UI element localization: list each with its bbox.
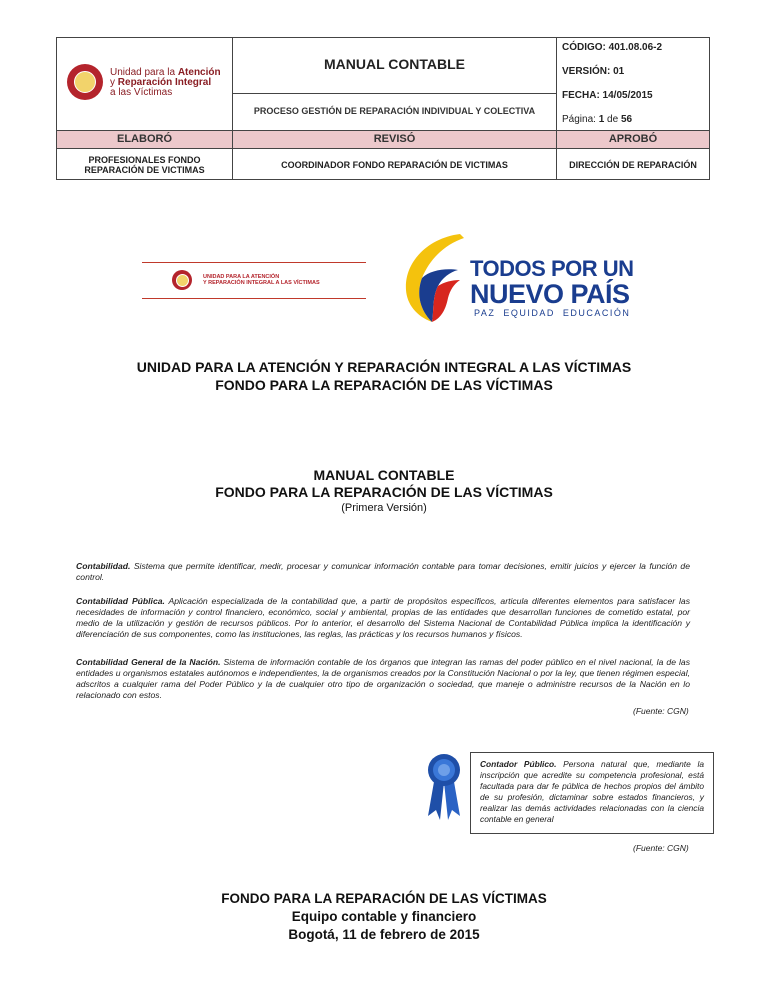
document-title: MANUAL CONTABLE xyxy=(323,56,466,72)
slogan-subtitle: PAZ EQUIDAD EDUCACIÓN xyxy=(474,308,631,318)
logo-text-1: Unidad para la xyxy=(110,67,178,78)
definition-term: Contabilidad. xyxy=(76,561,131,571)
footer-entity: FONDO PARA LA REPARACIÓN DE LAS VÍCTIMAS xyxy=(221,891,547,906)
aprobo-value: DIRECCIÓN DE REPARACIÓN xyxy=(569,159,697,170)
contador-publico-box xyxy=(470,752,714,834)
logo-text-5: a las Víctimas xyxy=(110,87,173,98)
manual-title: MANUAL CONTABLE xyxy=(313,467,455,483)
elaboro-label: ELABORÓ xyxy=(117,133,172,145)
unidad-logo xyxy=(67,64,227,104)
reviso-label: REVISÓ xyxy=(373,133,416,145)
elaboro-value: PROFESIONALES FONDO REPARACIÓN DE VICTIMAS xyxy=(84,154,205,175)
entity-title-2: FONDO PARA LA REPARACIÓN DE LAS VÍCTIMAS xyxy=(215,377,553,393)
definition-contabilidad-general xyxy=(76,657,690,701)
unidad-small-logo xyxy=(142,262,368,300)
source-note-2: (Fuente: CGN) xyxy=(633,843,689,853)
process-name: PROCESO GESTIÓN DE REPARACIÓN INDIVIDUAL Y COLECTIVA xyxy=(253,106,536,116)
document-version: VERSIÓN: 01 xyxy=(562,66,625,77)
slogan-line-2: NUEVO PAÍS xyxy=(470,279,630,309)
total-pages: 56 xyxy=(620,114,633,125)
source-note-1: (Fuente: CGN) xyxy=(633,706,689,716)
definition-contabilidad-publica xyxy=(76,596,690,640)
definition-term: Contabilidad Pública. xyxy=(76,596,165,606)
document-header-table xyxy=(56,37,710,180)
todos-por-un-nuevo-pais-swoosh-icon xyxy=(398,232,468,324)
page-indicator: Página: 1 de 56 xyxy=(562,114,633,125)
definition-text: Sistema de información contable de los órganos que integran las ramas del poder público en el nivel nacional, la de las entidades u organismos estatales autónomos e independientes, la de organismos creados por la Constitución Nacional o por la ley, que tienen régimen especial, adscritos a cualquier rama del Poder Público y la de cualquier otro tipo de organización o sociedad, que maneje o administre recursos de la Nación en lo relacionado con estos. xyxy=(76,657,691,700)
award-ribbon-icon xyxy=(424,752,464,822)
small-logo-line-2: Y REPARACIÓN INTEGRAL A LAS VÍCTIMAS xyxy=(203,280,320,286)
entity-title-1: UNIDAD PARA LA ATENCIÓN Y REPARACIÓN INTEGRAL A LAS VÍCTIMAS xyxy=(136,359,632,375)
slogan-line-1: TODOS POR UN xyxy=(470,256,634,281)
footer-date: Bogotá, 11 de febrero de 2015 xyxy=(288,927,480,942)
document-code: CÓDIGO: 401.08.06-2 xyxy=(562,42,663,53)
logo-text-2: Atención xyxy=(177,67,221,78)
definition-text: Sistema que permite identificar, medir, procesar y comunicar información contable para tomar decisiones, emitir juicios y ejercer la función de control. xyxy=(76,561,690,582)
small-logo-line-1: UNIDAD PARA LA ATENCIÓN xyxy=(203,274,280,280)
definition-term: Contabilidad General de la Nación. xyxy=(76,657,221,667)
reviso-value: COORDINADOR FONDO REPARACIÓN DE VICTIMAS xyxy=(281,159,508,170)
contador-term: Contador Público. xyxy=(480,759,557,769)
document-date: FECHA: 14/05/2015 xyxy=(562,90,653,101)
colombia-seal-icon xyxy=(67,64,103,100)
small-seal-icon xyxy=(172,270,192,290)
definition-contabilidad xyxy=(76,561,690,583)
footer-team: Equipo contable y financiero xyxy=(291,909,477,924)
logo-text-3: y xyxy=(110,77,118,88)
manual-edition: (Primera Versión) xyxy=(341,502,427,514)
aprobo-label: APROBÓ xyxy=(608,133,658,145)
contador-text: Persona natural que, mediante la inscripción que acredite su competencia profesional, está facultada para dar fe pública de hechos propios del ámbito de su profesión, dictaminar sobre estados financieros, y realizar las demás actividades relacionadas con la ciencia contable en general xyxy=(480,759,704,824)
definition-text: Aplicación especializada de la contabilidad que, a partir de propósitos específicos, articula diferentes elementos para satisfacer las necesidades de información y control financiero, económico, social y ambiental, propias de las entidades que desarrollan funciones de cometido estatal, por medio de la utilización y gestión de recursos públicos. Por lo anterior, el desarrollo del Sistema Nacional de Contabilidad Pública implica la identificación y diferenciación de sus componentes, como las instituciones, las reglas, las prácticas y los recursos humanos y físicos. xyxy=(76,596,690,639)
logo-text-4: Reparación Integral xyxy=(117,77,212,88)
manual-subtitle: FONDO PARA LA REPARACIÓN DE LAS VÍCTIMAS xyxy=(215,484,553,500)
current-page: 1 xyxy=(598,114,605,125)
